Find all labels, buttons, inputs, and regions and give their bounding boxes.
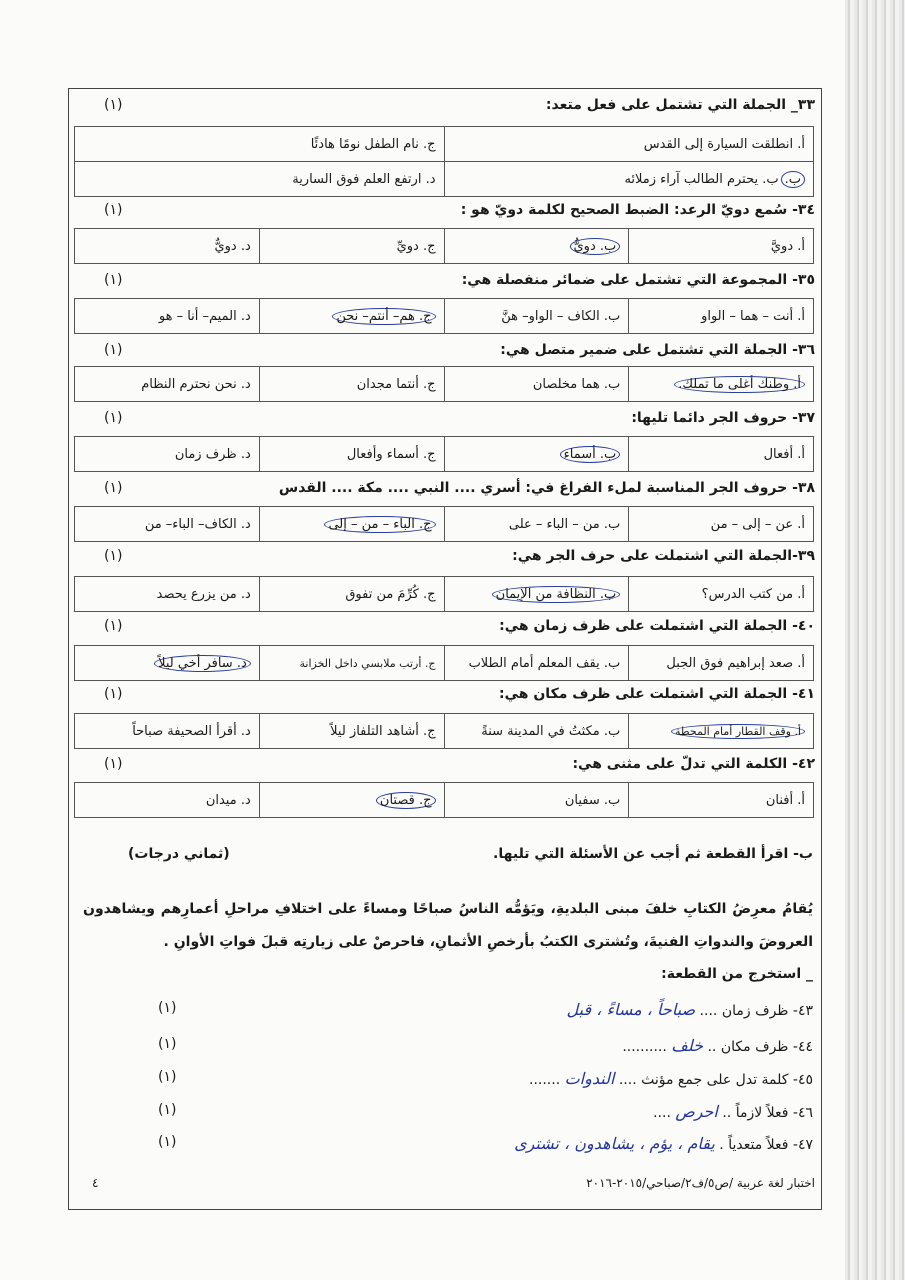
extract-item: ٤٤- ظرف مكان .. خلف .......... [622, 1036, 813, 1055]
option-b[interactable] [444, 162, 814, 197]
binder-edge [845, 0, 905, 1280]
question-stem: ٣٨- حروف الجر المناسبة لملء الفراغ في: أسري .... النبي .... مكة .... القدس [278, 480, 815, 496]
option-a[interactable] [629, 714, 814, 749]
option-b[interactable]: ب. الكاف – الواو– هنَّ [444, 299, 629, 334]
options-table [74, 126, 814, 197]
option-a[interactable]: أ. أفعال [629, 437, 814, 472]
options-table [74, 366, 814, 402]
option-a[interactable]: أ. من كتب الدرس؟ [629, 577, 814, 612]
options-table [74, 506, 814, 542]
option-b[interactable] [444, 577, 629, 612]
question-points: (١) [104, 202, 123, 218]
answer-circle: ب. دويُّ [570, 238, 621, 255]
option-a[interactable]: أ. صعد إبراهيم فوق الجبل [629, 646, 814, 681]
option-c[interactable]: ج. نام الطفل نومًا هادئًا [75, 127, 445, 162]
extract-points: (١) [158, 1000, 177, 1016]
question-stem: ٤٢- الكلمة التي تدلّ على مثنى هي: [572, 756, 815, 772]
question-points: (١) [104, 756, 123, 772]
section-b-title: ب- اقرأ القطعة ثم أجب عن الأسئلة التي تليها. [493, 846, 813, 862]
option-d[interactable] [75, 646, 260, 681]
extract-item: ٤٣- ظرف زمان .... صباحاً ، مساءً ، قبل [566, 1000, 813, 1019]
option-d[interactable]: د. ميدان [75, 783, 260, 818]
option-b[interactable] [444, 437, 629, 472]
option-d[interactable]: د. ظرف زمان [75, 437, 260, 472]
option-d[interactable]: د. الكاف– الباء– من [75, 507, 260, 542]
answer-circle: د. سافر أخي ليلاً [154, 655, 251, 672]
handwritten-answer[interactable]: صباحاً ، مساءً ، قبل [566, 1000, 696, 1019]
option-b[interactable] [444, 229, 629, 264]
page-footer: اختبار لغة عربية /ص٥/ف٢/صباحي/٢٠١٥-٢٠١٦ [586, 1176, 815, 1190]
question-points: (١) [104, 97, 123, 113]
options-table [74, 713, 814, 749]
options-table [74, 436, 814, 472]
extract-label: ٤٣- ظرف زمان [721, 1003, 813, 1019]
options-table [74, 782, 814, 818]
option-d[interactable]: د. الميم– أنا – هو [75, 299, 260, 334]
answer-circle: ج. هم– أنتم– نحن [332, 308, 435, 325]
extract-item: ٤٧- فعلاً متعدياً . يقام ، يؤم ، يشاهدون ، تشترى [514, 1134, 813, 1153]
option-d[interactable]: د. من يزرع يحصد [75, 577, 260, 612]
answer-circle: ج. الباء – من – إلى [324, 516, 435, 533]
question-points: (١) [104, 410, 123, 426]
option-d[interactable]: د. نحن نحترم النظام [75, 367, 260, 402]
extract-item: ٤٥- كلمة تدل على جمع مؤنث .... الندوات ....... [529, 1069, 813, 1088]
answer-circle: أ. وطنك أغلى ما تملك. [674, 376, 805, 393]
question-stem: ٣٧- حروف الجر دائما تليها: [631, 410, 815, 426]
option-c[interactable]: ج. كُرِّمَ من تفوق [259, 577, 444, 612]
extract-points: (١) [158, 1036, 177, 1052]
extract-points: (١) [158, 1134, 177, 1150]
option-b[interactable]: ب. يقف المعلم أمام الطلاب [444, 646, 629, 681]
question-stem: ٣٤- سُمع دويّ الرعد: الضبط الصحيح لكلمة دويّ هو : [460, 202, 815, 218]
question-points: (١) [104, 480, 123, 496]
extract-points: (١) [158, 1102, 177, 1118]
extract-label: ٤٦- فعلاً لازماً [735, 1105, 813, 1121]
handwritten-answer[interactable]: خلف [671, 1036, 704, 1055]
options-table [74, 645, 814, 681]
question-points: (١) [104, 548, 123, 564]
question-stem: ٤٠- الجملة التي اشتملت على ظرف زمان هي: [499, 618, 815, 634]
option-c[interactable] [259, 299, 444, 334]
option-b[interactable]: ب. هما مخلصان [444, 367, 629, 402]
option-c[interactable]: ج. أسماء وأفعال [259, 437, 444, 472]
page-number: ٤ [92, 1176, 99, 1190]
handwritten-answer[interactable]: الندوات [564, 1069, 615, 1088]
option-a[interactable]: أ. دويَّ [629, 229, 814, 264]
extract-label: ٤٧- فعلاً متعدياً [728, 1137, 813, 1153]
option-d[interactable]: د. ارتفع العلم فوق السارية [75, 162, 445, 197]
question-stem: ٣٦- الجملة التي تشتمل على ضمير متصل هي: [500, 342, 815, 358]
extract-label: ٤٥- كلمة تدل على جمع مؤنث [641, 1072, 813, 1088]
question-points: (١) [104, 686, 123, 702]
reading-passage: يُقامُ معرِضُ الكتابِ خلفَ مبنى البلديةِ، ويَؤمُّه الناسُ صباحًا ومساءً على اختلافِ مراحلِ أعمارِهم ويشاهدون العروضَ والندواتِ الفنيةَ، وتُشترى الكتبُ بأرخصِ الأثمانِ، فاحرصْ على زيارتِه قبلَ فواتِ الأوانِ . [83, 901, 813, 950]
option-b[interactable]: ب. مكثتُ في المدينة سنةً [444, 714, 629, 749]
option-c[interactable]: ج. أنتما مجدان [259, 367, 444, 402]
option-c[interactable]: ج. أرتب ملابسي داخل الخزانة [259, 646, 444, 681]
option-b-text: ب. يحترم الطالب آراء زملائه [624, 171, 779, 187]
handwritten-answer[interactable]: يقام ، يؤم ، يشاهدون ، تشترى [514, 1134, 715, 1153]
options-table [74, 298, 814, 334]
option-a[interactable]: أ. انطلقت السيارة إلى القدس [444, 127, 814, 162]
option-a[interactable] [629, 367, 814, 402]
extract-points: (١) [158, 1069, 177, 1085]
extract-label: ٤٤- ظرف مكان [720, 1039, 813, 1055]
answer-circle: ب. [781, 171, 805, 188]
option-c[interactable] [259, 783, 444, 818]
option-c[interactable] [259, 507, 444, 542]
question-stem: ٣٥- المجموعة التي تشتمل على ضمائر منفصلة هي: [461, 272, 815, 288]
option-a[interactable]: أ. أنت – هما – الواو [629, 299, 814, 334]
answer-circle: ب. أسماء [560, 446, 621, 463]
answer-circle: أ. وقف القطار أمام المحطة [671, 724, 805, 739]
option-c[interactable]: ج. دويِّ [259, 229, 444, 264]
option-c[interactable]: ج. أشاهد التلفاز ليلاً [259, 714, 444, 749]
question-points: (١) [104, 342, 123, 358]
question-stem: ٣٣_ الجملة التي تشتمل على فعل متعد: [545, 97, 815, 113]
answer-circle: ج. قصتان [376, 792, 436, 809]
option-d[interactable]: د. دويٌّ [75, 229, 260, 264]
option-d[interactable]: د. أقرأ الصحيفة صباحاً [75, 714, 260, 749]
question-points: (١) [104, 272, 123, 288]
option-a[interactable]: أ. عن – إلى – من [629, 507, 814, 542]
question-stem: ٤١- الجملة التي اشتملت على ظرف مكان هي: [499, 686, 815, 702]
question-points: (١) [104, 618, 123, 634]
option-b[interactable]: ب. من – الباء – على [444, 507, 629, 542]
options-table [74, 228, 814, 264]
question-stem: ٣٩-الجملة التي اشتملت على حرف الجر هي: [512, 548, 815, 564]
section-b-marks: (ثماني درجات) [128, 846, 230, 862]
option-a[interactable]: أ. أفنان [629, 783, 814, 818]
options-table [74, 576, 814, 612]
extract-item: ٤٦- فعلاً لازماً .. احرص .... [653, 1102, 813, 1121]
option-b[interactable]: ب. سفيان [444, 783, 629, 818]
extract-instruction: _ استخرج من القطعة: [661, 966, 813, 982]
answer-circle: ب. النظافة من الإيمان [492, 586, 621, 603]
handwritten-answer[interactable]: احرص [675, 1102, 718, 1121]
